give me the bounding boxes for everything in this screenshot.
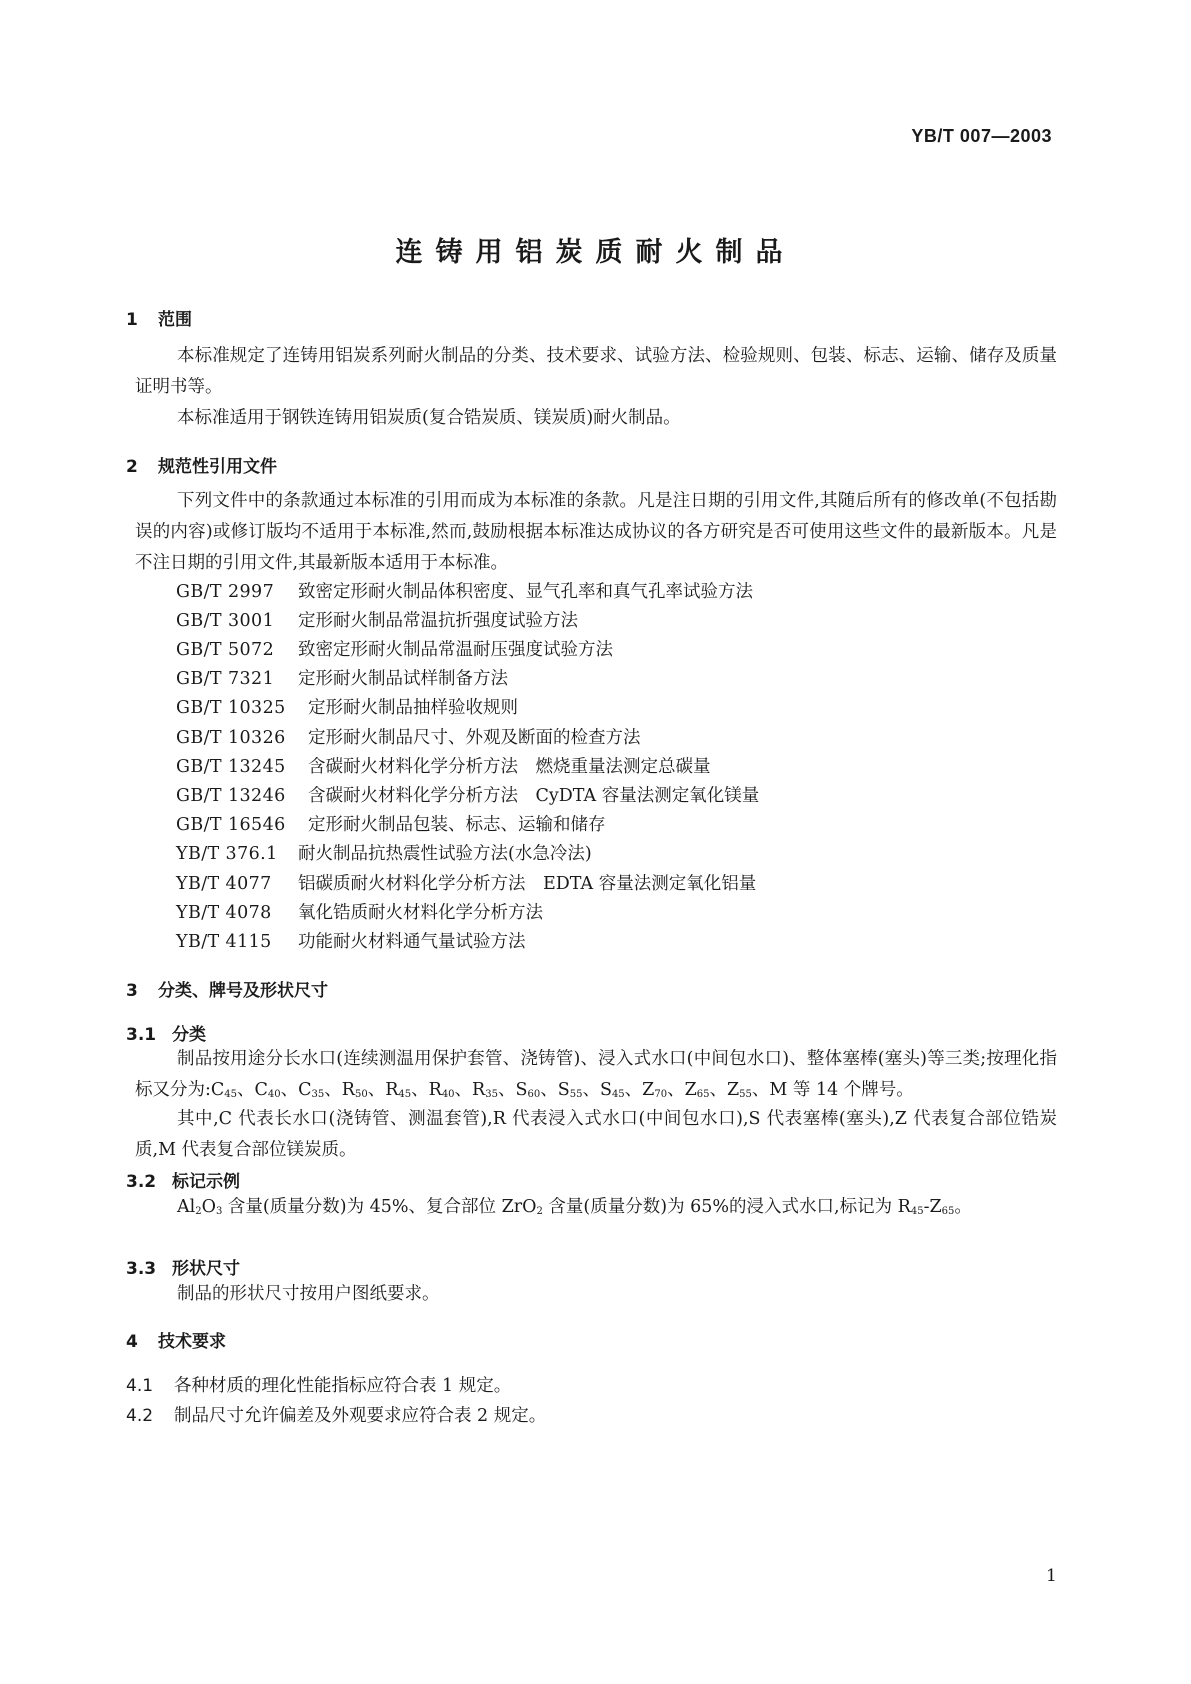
subsection-3-3-heading xyxy=(126,1254,240,1279)
reference-item: GB/T 7321 定形耐火制品试样制备方法 xyxy=(176,669,508,689)
section-number: 3 xyxy=(126,981,138,1001)
grade-list: $C_{45}$、$C_{40}$、$C_{35}$、$R_{50}$、$R_{45}$、$R_{40}$、$R_{35}$、$S_{60}$、$S_{55}$、$S_{45}$、$Z_{70}$、$Z_{65}$、$Z_{55}$、M xyxy=(210,1080,788,1100)
standard-number: YB/T 007—2003 xyxy=(911,126,1052,146)
section-title: 分类、牌号及形状尺寸 xyxy=(158,981,328,1001)
section-number: 1 xyxy=(126,310,138,330)
marking-code: $R_{45}-Z_{65}$。 xyxy=(897,1197,972,1217)
section-title: 范围 xyxy=(158,310,192,330)
document-title: 连铸用铝炭质耐火制品 xyxy=(395,237,796,268)
section-2-paragraph: 下列文件中的条款通过本标准的引用而成为本标准的条款。凡是注日期的引用文件,其随后所有的修改单(不包括勘误的内容)或修订版均不适用于本标准,然而,鼓励根据本标准达成协议的各方研究是否可使用这些文件的最新版本。凡是不注日期的引用文件,其最新版本适用于本标准。 xyxy=(135,491,1057,573)
reference-item: GB/T 16546 定形耐火制品包装、标志、运输和储存 xyxy=(176,815,606,835)
section-number: 2 xyxy=(126,457,138,477)
section-1-heading xyxy=(126,305,192,330)
reference-item: GB/T 5072 致密定形耐火制品常温耐压强度试验方法 xyxy=(176,640,613,660)
section-3-1-paragraph-2: 其中,C 代表长水口(浇铸管、测温套管),R 代表浸入式水口(中间包水口),S 代表塞棒(塞头),Z 代表复合部位锆炭质,M 代表复合部位镁炭质。 xyxy=(135,1109,1057,1160)
reference-item: YB/T 376.1 耐火制品抗热震性试验方法(水急冷法) xyxy=(176,844,592,864)
reference-item: GB/T 10326 定形耐火制品尺寸、外观及断面的检查方法 xyxy=(176,728,641,748)
section-1-paragraph-2: 本标准适用于钢铁连铸用铝炭质(复合锆炭质、镁炭质)耐火制品。 xyxy=(177,408,681,428)
subsection-title: 分类 xyxy=(172,1025,206,1045)
reference-item: GB/T 3001 定形耐火制品常温抗折强度试验方法 xyxy=(176,611,578,631)
subsection-number: 3.1 xyxy=(126,1025,157,1045)
section-3-1-paragraph-1: 制品按用途分长水口(连续测温用保护套管、浇铸管)、浸入式水口(中间包水口)、整体塞棒(塞头)等三类;按理化指标又分为$:C_{45}$、$C_{40}$、$C_{35}$、$R_{50}$、$R_{45}$、$R_{40}$、$R_{35}$、$S_{60}$、$S_{55}$、$S_{45}$、$Z_{70}$、$Z_{65}$、$Z_{55}$、M 等 14 个牌号。 xyxy=(135,1049,1057,1100)
subsection-title: 形状尺寸 xyxy=(172,1259,240,1279)
section-number: 4 xyxy=(126,1332,138,1352)
reference-item: YB/T 4115 功能耐火材料通气量试验方法 xyxy=(176,932,526,952)
section-4-heading xyxy=(126,1327,226,1352)
section-1-paragraph-1: 本标准规定了连铸用铝炭系列耐火制品的分类、技术要求、试验方法、检验规则、包装、标志、运输、储存及质量证明书等。 xyxy=(135,346,1057,397)
reference-item: YB/T 4077 铝碳质耐火材料化学分析方法 EDTA 容量法测定氧化铝量 xyxy=(176,874,757,894)
section-3-heading xyxy=(126,976,328,1001)
subsection-3-2-heading xyxy=(126,1167,240,1192)
clause-4-2: 4.2 制品尺寸允许偏差及外观要求应符合表 2 规定。 xyxy=(126,1406,547,1426)
reference-item: YB/T 4078 氧化锆质耐火材料化学分析方法 xyxy=(176,903,543,923)
subsection-number: 3.2 xyxy=(126,1172,157,1192)
section-3-3-paragraph: 制品的形状尺寸按用户图纸要求。 xyxy=(177,1284,440,1304)
subsection-title: 标记示例 xyxy=(172,1172,240,1192)
marking-example-paragraph: $Al_2O_3$ 含量(质量分数)为 45%、复合部位 ZrO$_2$ 含量(质量分数)为 65%的浸入式水口,标记为 $R_{45}-Z_{65}$。 xyxy=(177,1197,972,1217)
section-title: 技术要求 xyxy=(158,1332,226,1352)
subsection-number: 3.3 xyxy=(126,1259,157,1279)
reference-item: GB/T 13246 含碳耐火材料化学分析方法 CyDTA 容量法测定氧化镁量 xyxy=(176,786,760,806)
section-2-heading xyxy=(126,452,277,477)
section-title: 规范性引用文件 xyxy=(158,457,277,477)
page-number: 1 xyxy=(1046,1566,1057,1586)
reference-item: GB/T 10325 定形耐火制品抽样验收规则 xyxy=(176,698,518,718)
reference-item: GB/T 13245 含碳耐火材料化学分析方法 燃烧重量法测定总碳量 xyxy=(176,757,711,777)
subsection-3-1-heading xyxy=(126,1020,206,1045)
clause-4-1: 4.1 各种材质的理化性能指标应符合表 1 规定。 xyxy=(126,1376,512,1396)
reference-item: GB/T 2997 致密定形耐火制品体积密度、显气孔率和真气孔率试验方法 xyxy=(176,582,753,602)
